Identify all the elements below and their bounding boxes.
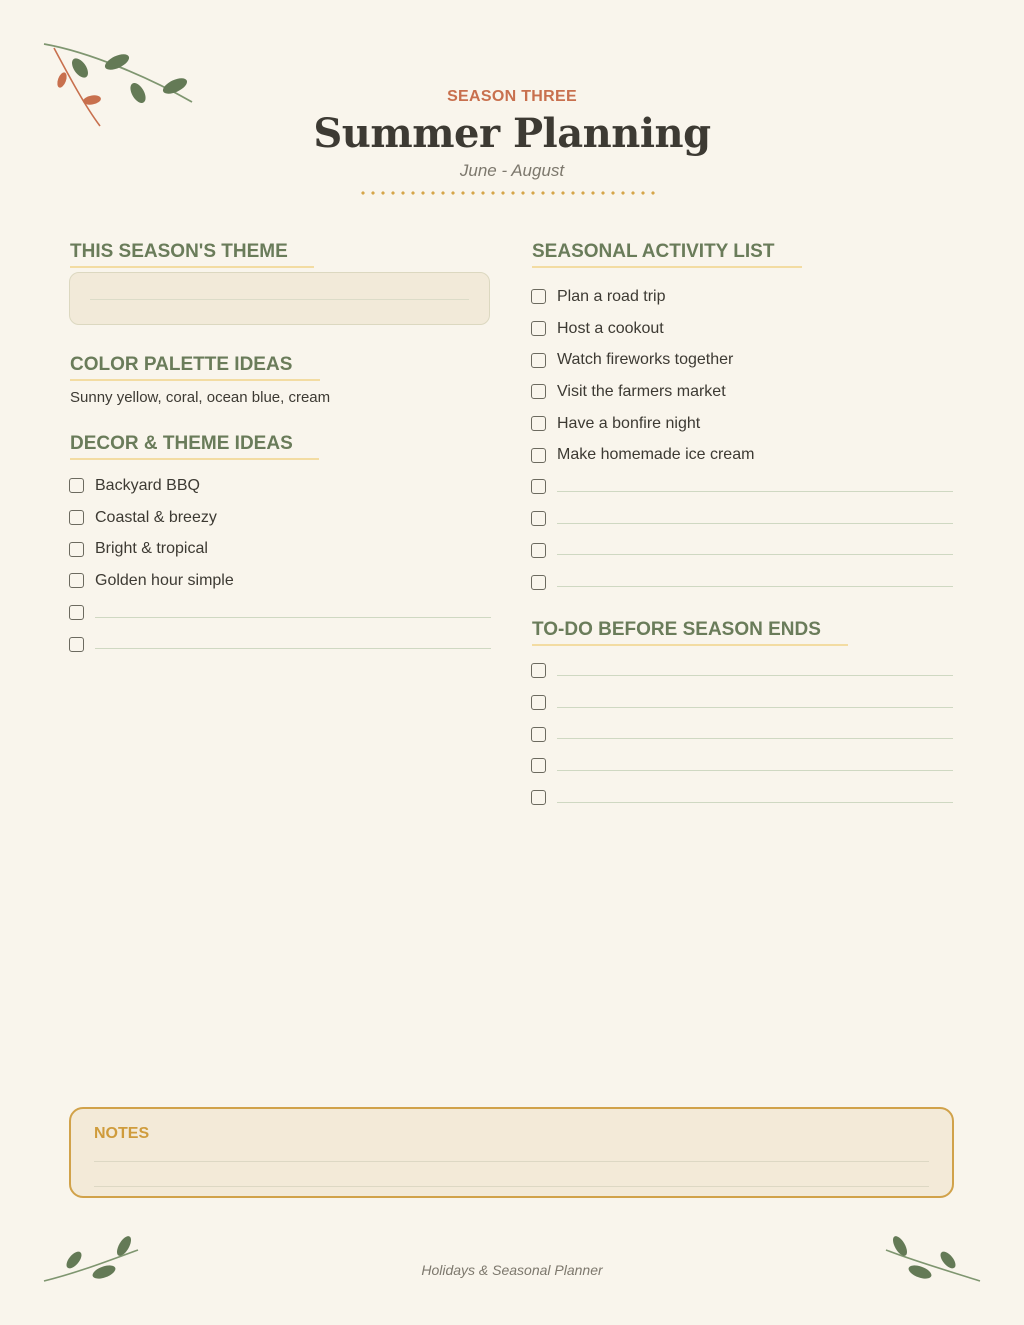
decor-item[interactable]	[69, 502, 491, 534]
activity-item[interactable]	[531, 503, 953, 535]
notes-box[interactable]	[69, 1107, 954, 1198]
theme-input-line	[90, 299, 469, 300]
checkbox[interactable]	[531, 384, 546, 399]
notes-line	[94, 1186, 929, 1187]
checkbox[interactable]	[531, 663, 546, 678]
activity-item[interactable]	[531, 566, 953, 598]
date-range: June - August	[459, 161, 565, 180]
theme-input-box[interactable]	[69, 272, 490, 325]
checkbox[interactable]	[69, 637, 84, 652]
checkbox[interactable]	[531, 758, 546, 773]
todo-item[interactable]	[531, 687, 953, 719]
activity-item[interactable]	[531, 439, 953, 471]
checkbox[interactable]	[531, 790, 546, 805]
todo-list	[531, 655, 953, 813]
checkbox[interactable]	[531, 543, 546, 558]
activity-item-label: Plan a road trip	[557, 287, 666, 305]
activity-item[interactable]	[531, 344, 953, 376]
decor-section-title: DECOR & THEME IDEAS	[70, 433, 319, 460]
activity-list	[531, 281, 953, 598]
activity-item[interactable]	[531, 535, 953, 567]
footer-text: Holidays & Seasonal Planner	[421, 1262, 603, 1278]
todo-item[interactable]	[531, 655, 953, 687]
dotted-divider	[358, 190, 658, 196]
blank-entry-line[interactable]	[557, 554, 953, 555]
activity-item-label: Host a cookout	[557, 319, 664, 337]
checkbox[interactable]	[531, 353, 546, 368]
blank-entry-line[interactable]	[557, 491, 953, 492]
checkbox[interactable]	[531, 511, 546, 526]
checkbox[interactable]	[531, 416, 546, 431]
activity-item-label: Make homemade ice cream	[557, 446, 755, 464]
decor-item-label: Bright & tropical	[95, 540, 208, 558]
blank-entry-line[interactable]	[95, 617, 491, 618]
activity-item-label: Have a bonfire night	[557, 414, 701, 432]
page-title: Summer Planning	[313, 110, 711, 157]
todo-section-title: TO-DO BEFORE SEASON ENDS	[532, 619, 848, 646]
checkbox[interactable]	[531, 727, 546, 742]
blank-entry-line[interactable]	[95, 648, 491, 649]
blank-entry-line[interactable]	[557, 707, 953, 708]
checkbox[interactable]	[531, 479, 546, 494]
leaf-sprig-icon	[882, 1232, 986, 1286]
checkbox[interactable]	[69, 573, 84, 588]
notes-label: NOTES	[94, 1125, 150, 1142]
season-tag: SEASON THREE	[447, 88, 577, 105]
todo-item[interactable]	[531, 750, 953, 782]
checkbox[interactable]	[531, 695, 546, 710]
decor-item[interactable]	[69, 565, 491, 597]
activity-item-label: Visit the farmers market	[557, 382, 726, 400]
theme-section-title: THIS SEASON'S THEME	[70, 241, 314, 268]
blank-entry-line[interactable]	[557, 738, 953, 739]
activity-item-label: Watch fireworks together	[557, 351, 734, 369]
checkbox[interactable]	[531, 289, 546, 304]
blank-entry-line[interactable]	[557, 675, 953, 676]
blank-entry-line[interactable]	[557, 802, 953, 803]
checkbox[interactable]	[531, 321, 546, 336]
activity-item[interactable]	[531, 376, 953, 408]
checkbox[interactable]	[69, 510, 84, 525]
decor-item-label: Backyard BBQ	[95, 476, 200, 494]
activity-section-title: SEASONAL ACTIVITY LIST	[532, 241, 802, 268]
checkbox[interactable]	[69, 542, 84, 557]
checkbox[interactable]	[69, 478, 84, 493]
decor-item-label: Coastal & breezy	[95, 508, 217, 526]
todo-item[interactable]	[531, 782, 953, 814]
checkbox[interactable]	[531, 448, 546, 463]
activity-item[interactable]	[531, 281, 953, 313]
decor-item[interactable]	[69, 597, 491, 629]
todo-item[interactable]	[531, 718, 953, 750]
blank-entry-line[interactable]	[557, 523, 953, 524]
checkbox[interactable]	[69, 605, 84, 620]
blank-entry-line[interactable]	[557, 770, 953, 771]
activity-item[interactable]	[531, 471, 953, 503]
notes-line	[94, 1161, 929, 1162]
blank-entry-line[interactable]	[557, 586, 953, 587]
decor-item-label: Golden hour simple	[95, 571, 234, 589]
palette-section-title: COLOR PALETTE IDEAS	[70, 354, 320, 381]
decor-list	[69, 470, 491, 660]
palette-text: Sunny yellow, coral, ocean blue, cream	[70, 389, 331, 406]
decor-item[interactable]	[69, 533, 491, 565]
activity-item[interactable]	[531, 408, 953, 440]
decor-item[interactable]	[69, 628, 491, 660]
checkbox[interactable]	[531, 575, 546, 590]
activity-item[interactable]	[531, 313, 953, 345]
decor-item[interactable]	[69, 470, 491, 502]
